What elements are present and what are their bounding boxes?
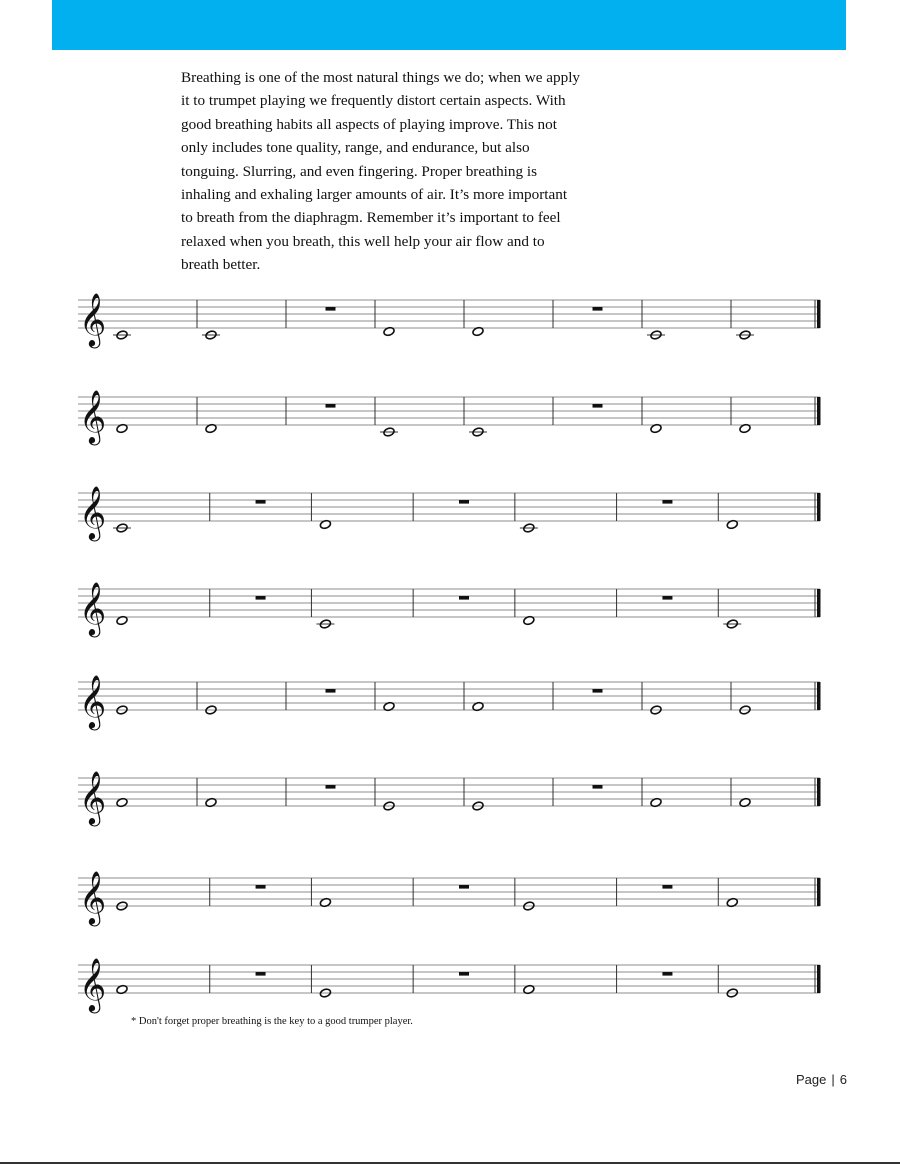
intro-line: inhaling and exhaling larger amounts of air. It’s more important bbox=[181, 186, 568, 204]
whole-rest bbox=[326, 785, 336, 789]
whole-rest bbox=[662, 596, 672, 600]
staff-system bbox=[78, 870, 821, 926]
staff-system bbox=[78, 485, 821, 541]
treble-clef-icon: 𝄞 bbox=[79, 485, 107, 539]
final-barline-thick bbox=[817, 493, 821, 521]
staff-system bbox=[78, 957, 821, 1013]
whole-rest bbox=[593, 404, 603, 408]
whole-rest bbox=[256, 500, 266, 504]
whole-rest bbox=[593, 689, 603, 693]
treble-clef-icon: 𝄞 bbox=[79, 292, 107, 346]
whole-rest bbox=[593, 307, 603, 311]
final-barline-thick bbox=[817, 778, 821, 806]
staff-system bbox=[78, 770, 821, 826]
whole-rest bbox=[662, 885, 672, 889]
staff-system bbox=[78, 292, 821, 348]
staff-system bbox=[78, 581, 821, 637]
page-label: Page bbox=[796, 1072, 827, 1087]
final-barline-thick bbox=[817, 589, 821, 617]
intro-line: to breath from the diaphragm. Remember it’s important to feel bbox=[181, 209, 561, 227]
whole-rest bbox=[459, 500, 469, 504]
whole-rest bbox=[459, 596, 469, 600]
whole-rest bbox=[256, 596, 266, 600]
final-barline-thick bbox=[817, 965, 821, 993]
final-barline-thick bbox=[817, 878, 821, 906]
whole-rest bbox=[459, 972, 469, 976]
final-barline-thick bbox=[817, 397, 821, 425]
whole-rest bbox=[326, 689, 336, 693]
treble-clef-icon: 𝄞 bbox=[79, 674, 107, 728]
whole-rest bbox=[256, 885, 266, 889]
intro-line: only includes tone quality, range, and endurance, but also bbox=[181, 139, 530, 157]
intro-line: tonguing. Slurring, and even fingering. Proper breathing is bbox=[181, 162, 537, 180]
staff-system bbox=[78, 674, 821, 730]
treble-clef-icon: 𝄞 bbox=[79, 389, 107, 443]
intro-line: breath better. bbox=[181, 256, 261, 274]
final-barline-thick bbox=[817, 682, 821, 710]
page-number-value: 6 bbox=[839, 1072, 847, 1087]
final-barline-thick bbox=[817, 300, 821, 328]
page-number bbox=[796, 1072, 847, 1087]
whole-rest bbox=[662, 972, 672, 976]
whole-rest bbox=[256, 972, 266, 976]
intro-line: good breathing habits all aspects of playing improve. This not bbox=[181, 115, 557, 133]
whole-rest bbox=[593, 785, 603, 789]
treble-clef-icon: 𝄞 bbox=[79, 870, 107, 924]
whole-rest bbox=[326, 404, 336, 408]
treble-clef-icon: 𝄞 bbox=[79, 770, 107, 824]
footnote: * Don't forget proper breathing is the key to a good trumper player. bbox=[131, 1016, 413, 1027]
staff-system bbox=[78, 389, 821, 445]
whole-rest bbox=[459, 885, 469, 889]
treble-clef-icon: 𝄞 bbox=[79, 957, 107, 1011]
intro-line: it to trumpet playing we frequently distort certain aspects. With bbox=[181, 92, 566, 110]
whole-rest bbox=[326, 307, 336, 311]
page-separator: | bbox=[831, 1072, 835, 1087]
intro-line: relaxed when you breath, this well help your air flow and to bbox=[181, 232, 545, 250]
whole-rest bbox=[662, 500, 672, 504]
intro-line: Breathing is one of the most natural things we do; when we apply bbox=[181, 69, 581, 86]
treble-clef-icon: 𝄞 bbox=[79, 581, 107, 635]
